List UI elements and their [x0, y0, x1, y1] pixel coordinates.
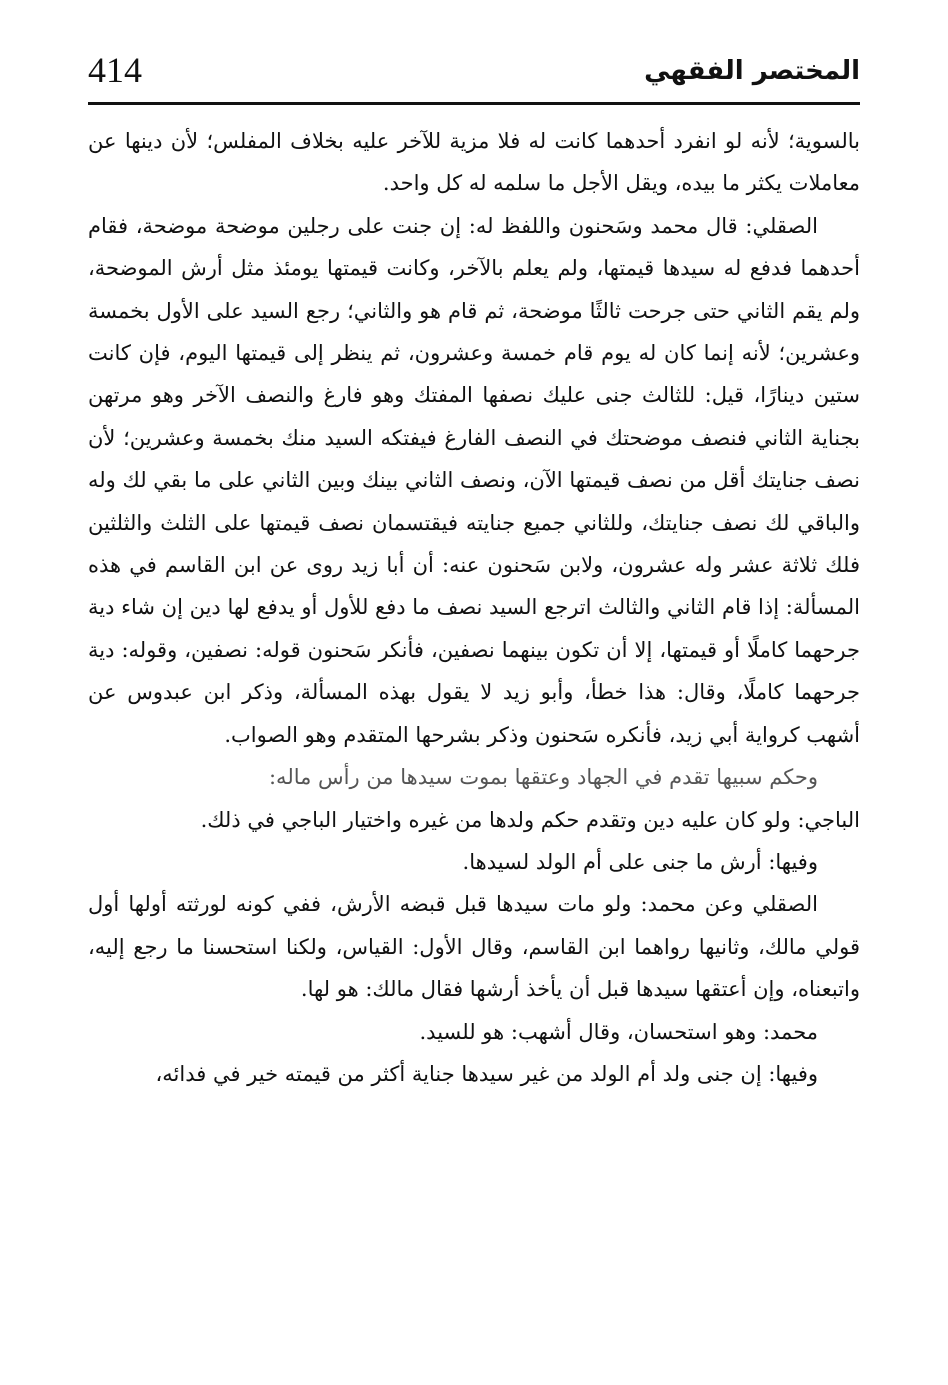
paragraph-baji: الباجي: ولو كان عليه دين وتقدم حكم ولدها من غيره واختيار الباجي في ذلك. — [200, 807, 860, 832]
running-title: المختصر الفقهي — [644, 56, 860, 86]
page-number: 414 — [88, 50, 142, 90]
paragraph-continuation: بالسوية؛ لأنه لو انفرد أحدهما كانت له فلا مزية للآخر عليه بخلاف المفلس؛ لأن دينها عن معاملات يكثر ما بيده، ويقل الأجل ما سلمه له كل واحد. — [88, 129, 860, 196]
paragraph-muhammad-ashhab: محمد: وهو استحسان، وقال أشهب: هو للسيد. — [419, 1019, 818, 1044]
page-header — [88, 48, 860, 100]
paragraph-siqilli-death-of-master: الصقلي وعن محمد: ولو مات سيدها قبل قبضه الأرش، ففي كونه لورثته أولها أول قولي مالك، وثانيها رواهما ابن القاسم، وقال الأول: القياس، ولكنا استحسنا ما رجع إليه، واتبعناه، وإن أعتقها سيدها قبل أن يأخذ أرشها فقال مالك: هو لها. — [88, 892, 860, 1002]
paragraph-sabi-ruling: وحكم سبيها تقدم في الجهاد وعتقها بموت سيدها من رأس ماله: — [268, 765, 818, 790]
body-text — [88, 120, 860, 1095]
paragraph-siqilli-muhammad-sahnun: الصقلي: قال محمد وسَحنون واللفظ له: إن جنت على رجلين موضحة موضحة، فقام أحدهما فدفع له سيدها قيمتها، ولم يعلم بالآخر، وكانت قيمتها يومئذ مثل أرش الموضحة، ولم يقم الثاني حتى جرحت ثالثًا موضحة، ثم قام هو والثاني؛ رجع السيد على الأول بخمسة وعشرين؛ لأنه إنما كان له يوم قام خمسة وعشرون، ثم ينظر إلى قيمتها اليوم، فإن كانت ستين دينارًا، قيل: للثالث جنى عليك نصفها المفتك وهو فارغ والنصف الآخر وهو مرتهن بجناية الثاني فنصف موضحتك في النصف الفارغ فيفتكه السيد منك بخمسة وعشرين؛ لأن نصف جنايتك أقل من نصف قيمتها الآن، ونصف الثاني بينك وبين الثاني على ما بقي لك وله والباقي لك نصف جنايتك، وللثاني جميع جنايته فيقتسمان نصف قيمتها على الثلث والثلثين فلك ثلاثة عشر وله عشرون، ولابن سَحنون عنه: أن أبا زيد روى عن ابن القاسم في هذه المسألة: إذا قام الثاني والثالث اترجع السيد نصف ما دفع للأول أو يدفع لها دين إن شاء دية جرحهما كاملًا أو قيمتها، إلا أن تكون بينهما نصفين، فأنكر سَحنون قوله: نصفين، وقوله: دية جرحهما كاملًا، وقال: هذا خطأ، وأبو زيد لا يقول بهذه المسألة، وذكر ابن عبدوس عن أشهب كرواية أبي زيد، فأنكره سَحنون وذكر بشرحها المتقدم وهو الصواب. — [87, 213, 860, 747]
paragraph-child-of-umm-walad: وفيها: إن جنى ولد أم الولد من غير سيدها جناية أكثر من قيمته خير في فدائه، — [155, 1061, 818, 1086]
paragraph-arsh-umm-walad: وفيها: أرش ما جنى على أم الولد لسيدها. — [462, 849, 818, 874]
header-rule — [88, 102, 860, 105]
